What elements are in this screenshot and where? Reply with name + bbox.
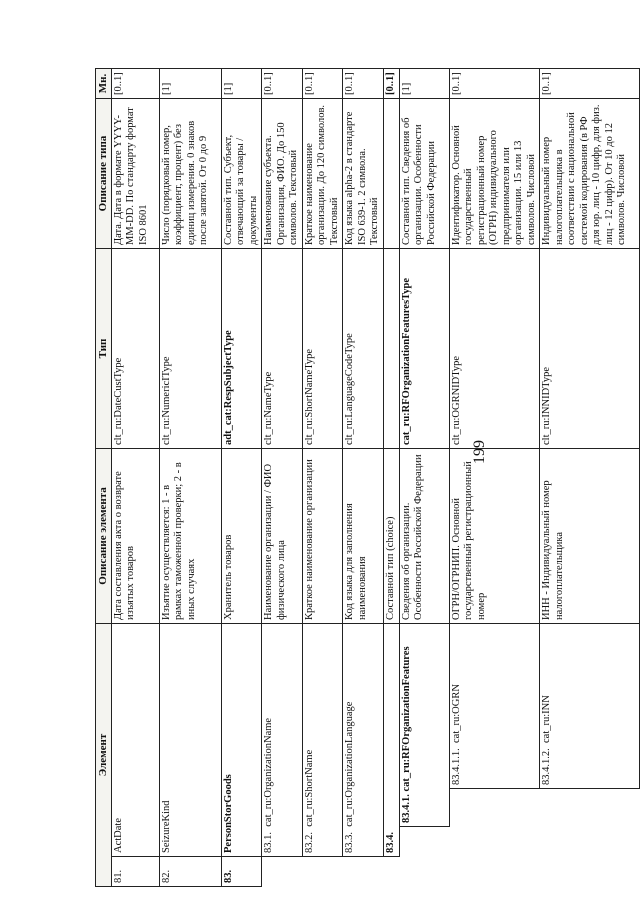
row-multiplicity: [0..1] [343,69,384,99]
table-header-row [96,69,112,887]
table-row [399,69,449,887]
row-multiplicity: [0..1] [449,69,540,99]
row-type: clt_ru:INNIDType [540,249,640,449]
row-number: 83.4. [384,832,396,853]
row-type-description: Индивидуальный номер налогоплательщика в соответствии с национальной системой кодирования (в РФ для юр. лиц - 10 цифр, для физ. лиц - 12 цифр). От 10 до 12 символов. Числовой [540,99,640,249]
row-element: SeizureKind [159,624,221,857]
row-description: Краткое наименование организации [302,449,343,624]
row-type-description: Составной тип. Субъект, отвечающий за товары / документы [221,99,262,249]
table-row [159,69,221,887]
row-type: clt_ru:LanguageCodeType [343,249,384,449]
row-type: clt_ru:NumericIType [159,249,221,449]
header-description: Описание элемента [96,449,112,624]
row-element-cell [399,624,449,827]
row-element: cat_ru:ShortName [303,749,315,827]
row-element-cell [262,624,303,857]
row-number: 83.4.1. [400,794,412,823]
table-row [221,69,262,887]
row-element-cell [540,624,640,789]
row-description: Изъятие осуществляется: 1 - в рамках таможенной проверки; 2 - в иных случаях [159,449,221,624]
row-description: Дата составления акта о возврате изъятых товаров [111,449,159,624]
row-description: ОГРН/ОГРНИП. Основной государственный регистрационный номер [449,449,540,624]
row-type: cat_ru:RFOrganizationFeaturesType [399,249,449,449]
row-description: Составной тип (choice) [383,449,399,624]
row-element-cell [343,624,384,857]
row-element: cat_ru:OGRN [450,684,462,743]
row-multiplicity: [0..1] [540,69,640,99]
row-type: clt_ru:DateCustType [111,249,159,449]
row-type [383,249,399,449]
row-number: 83.4.1.2. [541,748,552,785]
table-row [343,69,384,887]
row-type-description: Составной тип. Сведения об организации. Особенности Российской Федерации [399,99,449,249]
rotated-table-wrapper [95,69,640,887]
row-type-description [383,99,399,249]
row-number: 83.2. [303,832,315,853]
table-row [111,69,159,887]
row-type: adt_cat:RespSubjectType [221,249,262,449]
row-multiplicity: [1] [221,69,262,99]
row-description: ИНН - Индивидуальный номер налогоплательщика [540,449,640,624]
row-element: cat_ru:OrganizationName [263,717,274,827]
row-multiplicity: [0..1] [111,69,159,99]
row-number: 83.4.1.1. [450,748,462,785]
row-element: cat_ru:RFOrganizationFeatures [400,646,412,792]
header-type: Тип [96,249,112,449]
header-multiplicity: Мн. [96,69,112,99]
table-row [383,69,399,887]
row-type-description: Дата. Дата в формате YYYY-MM-DD. По стандарту формат ISO 8601 [111,99,159,249]
row-multiplicity: [0..1] [302,69,343,99]
table-row [302,69,343,887]
row-multiplicity: [1] [399,69,449,99]
element-table [95,68,640,887]
table-row [540,69,640,887]
row-type-description: Идентификатор. Основной государственный регистрационный номер (ОГРН) индивидуального предпринимателя или организации. 15 или 13 символов. Числовой [449,99,540,249]
row-type: clt_ru:OGRNIDType [449,249,540,449]
row-element: cat_ru:OrganizationLanguage [344,701,355,827]
row-element-cell [449,624,540,789]
row-description: Хранитель товаров [221,449,262,624]
row-number: 83. [221,857,262,887]
row-number: 81. [111,857,159,887]
header-element: Элемент [96,624,112,887]
row-type: clt_ru:ShortNameType [302,249,343,449]
row-element-cell [383,624,399,857]
table-row [449,69,540,887]
row-element: cat_ru:INN [541,695,552,743]
row-number: 82. [159,857,221,887]
row-type-description: Код языка alpha-2 в стандарте ISO 639-1. 2 символа. Текстовый [343,99,384,249]
row-number: 83.1. [263,832,274,853]
row-element-cell [302,624,343,857]
row-multiplicity: [1] [159,69,221,99]
row-type-description: Краткое наименование организации. До 120 символов. Текстовый [302,99,343,249]
row-element: PersonStorGoods [221,624,262,857]
row-description: Сведения об организации. Особенности Российской Федерации [399,449,449,624]
row-element: ActDate [111,624,159,857]
row-multiplicity: [0..1] [262,69,303,99]
row-multiplicity: [0..1] [383,69,399,99]
row-description: Код языка для заполнения наименования [343,449,384,624]
row-number: 83.3. [344,832,355,853]
header-type-description: Описание типа [96,99,112,249]
table-row [262,69,303,887]
row-type-description: Число (порядковый номер, коэффициент, процент) без единиц измерения. 0 знаков после запятой. От 0 до 9 [159,99,221,249]
row-description: Наименование организации / ФИО физического лица [262,449,303,624]
row-type-description: Наименование субъекта. Организация, ФИО. До 150 символов. Текстовый [262,99,303,249]
page-number: 199 [471,440,488,464]
row-type: clt_ru:NameType [262,249,303,449]
